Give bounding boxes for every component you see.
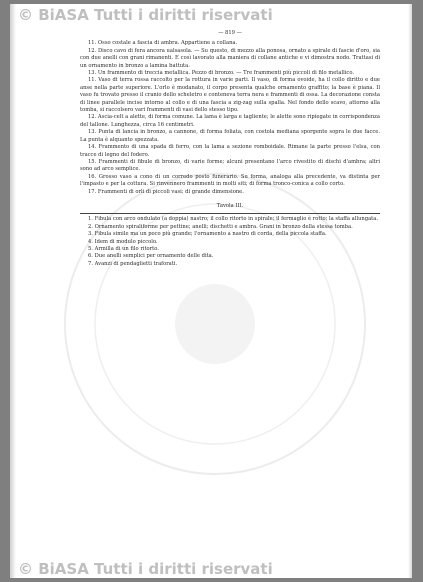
table-heading: Tavola III. [216,202,244,209]
paragraph-list [80,40,380,196]
document-page [10,4,412,578]
page-left-shadow [10,4,16,578]
paragraph: 12. Ascia-celt a alette, di forma comune. La lama è larga e tagliente; le alette sono ripiegate in corrispondenza del tallone. Lunghezza, circa 16 centimetri. [80,114,380,128]
paragraph: 12. Disco cavo di fera ancora ualsasola. — Su questo, di mezzo alla ponosa, ornato a spirale di fascie d'oro, sia con due anelli con grani rimanenti. E così lavorato alla maniera di collane antiche e vi dimostra nodo. Trattasi di un ornamento in bronzo a lamina battuta. [80,47,380,69]
item-list [80,216,380,268]
list-item: 5. Armilla di un filo ritorto. [88,245,159,252]
list-item: 4. Idem di modulo piccolo. [88,238,158,245]
paragraph: 14. Frammento di una spada di ferro, con la lama a sezione romboidale. Rimane la parte presso l'elsa, con tracce di legno del fodero. [80,144,380,158]
list-item: 6. Due anelli semplici per ornamento delle dita. [88,253,214,260]
watermark-top: © BiASA Tutti i diritti riservati [18,6,273,24]
list-item: 2. Ornamento spiraliforme per pettine; anelli; dischetti e ambra. Grani in bronzo della stessa tomba. [88,223,353,230]
paragraph: 13. Un frammento di treccia metallica. Pezzo di bronzo. — Tre frammenti più piccoli di filo metallico. [88,70,355,77]
paragraph: 11. Vaso di terra rossa raccolto per la rottura in varie parti. Il vaso, di forma ovoide, ha il collo diritto e due anse nella parte superiore. L'orlo è modanato, il corpo presenta qualche ornamento graffito; la base è piana. Il vaso fu trovato presso il cranio dello scheletro e conteneva terra nera e frammenti di ossa. La decorazione consta di linee parallele incise intorno al collo e di una fascia a zig-zag sulla spalla. Nel fondo dello scavo, attorno alla tomba, si raccolsero vari frammenti di vasi dello stesso tipo. [80,77,380,114]
paragraph: 15. Frammenti di fibule di bronzo, di varie forme; alcuni presentano l'arco rivestito di dischi d'ambra; altri sono ad arco semplice. [80,158,380,173]
list-item: 1. Fibula con arco ondulato (a doppia) nastro; il collo ritorto in spirale; il fermaglio è rotto; la staffa allungata. [88,216,379,223]
page-right-shadow [408,4,412,578]
list-item: 3. Fibula simile ma un poco più grande; l'ornamento a nastro di corda, della piccola staffa. [88,231,327,238]
paragraph: 13. Punta di lancia in bronzo, a cannone, di forma foliata, con costola mediana sporgente sopra le due facce. La punta è alquanto spezzata. [80,129,380,143]
paragraph: 17. Frammenti di orli di piccoli vasi; di grande dimensione. [88,188,244,195]
heading-rule [80,213,380,214]
list-item: 7. Avanzi di pendaglietti traforati. [88,260,178,267]
paragraph: 16. Grosso vaso a cono di un corredo posto funerario. Su forma, analoga alla precedente, va distinta per l'impasto e per la cottura. Si rinvennero frammenti in molti siti; di forma tronco-conica a collo corto. [80,173,380,188]
watermark-bottom: © BiASA Tutti i diritti riservati [18,560,273,578]
page-number: — 819 — [218,30,242,36]
document-text [80,30,380,268]
paragraph: 11. Osso costale a fascia di ambra. Appartiene a collana. [88,40,238,47]
